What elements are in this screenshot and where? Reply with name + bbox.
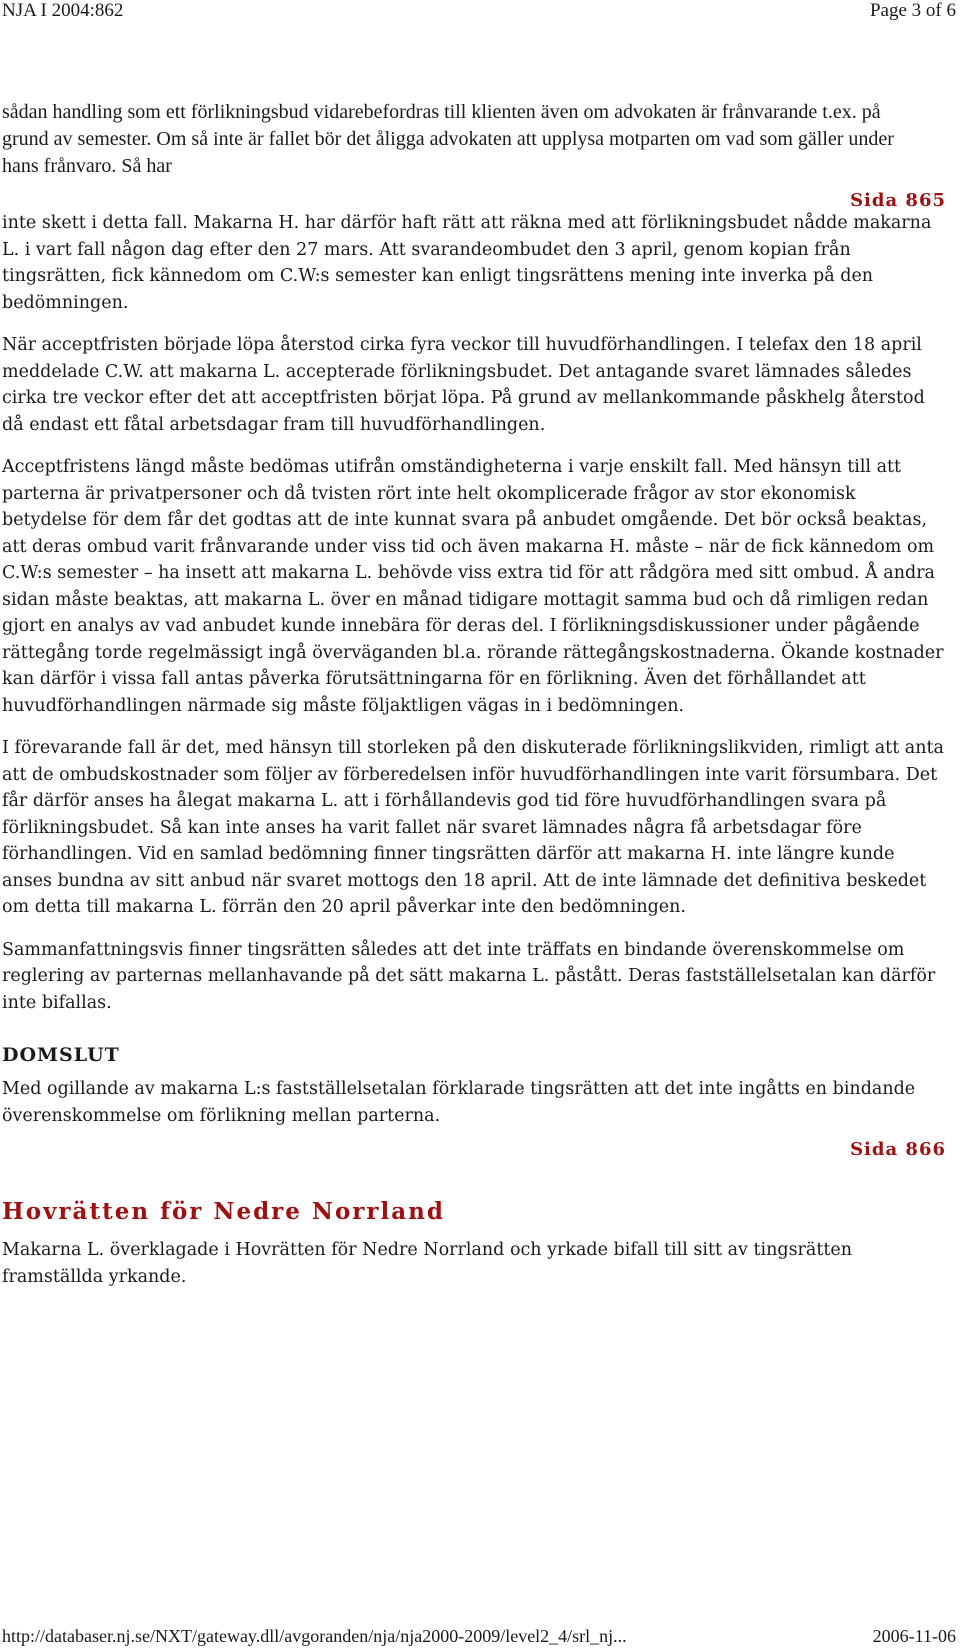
paragraph-5: Sammanfattningsvis finner tingsrätten således att det inte träffats en bindande överenskommelse om reglering av parternas mellanhavande på det sätt makarna L. påstått. Deras fastställelsetalan kan därför inte bifallas.: [2, 939, 936, 1013]
document-id: NJA I 2004:862: [2, 0, 124, 21]
paragraph-3: Acceptfristens längd måste bedömas utifrån omständigheterna i varje enskilt fall. Med hänsyn till att parterna är privatpersoner och då tvisten rört inte helt okomplicerade frågor av stor ekonomisk betydelse för dem får det godtas att de inte kunnat svara på anbudet omgående. Det bör också beaktas, att deras ombud varit frånvarande under viss tid och även makarna H. måste – när de fick kännedom om C.W:s semester – ha insett att makarna L. behövde viss extra tid för att rådgöra med sitt ombud. Å andra sidan måste beaktas, att makarna L. över en månad tidigare mottagit samma bud och då rimligen redan gjort en analys av vad anbudet kunde innebära för deras del. I förlikningsdiskussioner under pågående rättegång torde regelmässigt ingå överväganden bl.a. rörande rättegångskostnaderna. Ökande kostnader kan därför i vissa fall antas påverka förutsättningarna för en förlikning. Även det förhållandet att huvudförhandlingen närmade sig måste följaktligen vägas in i bedömningen.: [2, 457, 944, 716]
paragraph-intro: sådan handling som ett förlikningsbud vidarebefordras till klienten även om advokaten är frånvarande t.ex. på grund av semester. Om så inte är fallet bör det åligga advokaten att upplysa motparten om vad som gäller under hans frånvaro. Så har: [2, 101, 894, 177]
page-mark-866: Sida 866: [850, 1139, 946, 1160]
page-mark-865: Sida 865: [850, 190, 946, 211]
page-indicator: Page 3 of 6: [869, 0, 956, 21]
paragraph-1: inte skett i detta fall. Makarna H. har därför haft rätt att räkna med att förlikningsbudet nådde makarna L. i vart fall någon dag efter den 27 mars. Att svarandeombudet den 3 april, genom kopian från tingsrätten, fick kännedom om C.W:s semester kan enligt tingsrättens mening inte inverka på den bedömningen.: [2, 213, 932, 313]
paragraph-hovratt: Makarna L. överklagade i Hovrätten för Nedre Norrland och yrkade bifall till sitt av tingsrätten framställda yrkande.: [2, 1240, 853, 1287]
paragraph-domslut: Med ogillande av makarna L:s fastställelsetalan förklarade tingsrätten att det inte ingåtts en bindande överenskommelse om förlikning mellan parterna.: [2, 1079, 916, 1126]
paragraph-4: I förevarande fall är det, med hänsyn till storleken på den diskuterade förlikningslikviden, rimligt att anta att de ombudskostnader som följer av förberedelsen inför huvudförhandlingen inte varit försumbara. Det får därför anses ha ålegat makarna L. att i förhållandevis god tid före huvudförhandlingen svara på förlikningsbudet. Så kan inte anses ha varit fallet när svaret lämnades några få arbetsdagar före förhandlingen. Vid en samlad bedömning finner tingsrätten därför att makarna H. inte längre kunde anses bundna av sitt anbud när svaret mottogs den 18 april. Att de inte lämnade det definitiva beskedet om detta till makarna L. förrän den 20 april påverkar inte den bedömningen.: [2, 738, 944, 917]
page-header: [0, 0, 960, 24]
paragraph-2: När acceptfristen började löpa återstod cirka fyra veckor till huvudförhandlingen. I telefax den 18 april meddelade C.W. att makarna L. accepterade förlikningsbudet. Det antagande svaret lämnades således cirka tre veckor efter det att acceptfristen börjat löpa. På grund av mellankommande påskhelg återstod då endast ett fåtal arbetsdagar fram till huvudförhandlingen.: [2, 335, 925, 435]
print-date: 2006-11-06: [872, 1626, 956, 1646]
section-heading-domslut: DOMSLUT: [2, 1044, 120, 1066]
source-url: http://databaser.nj.se/NXT/gateway.dll/avgoranden/nja/nja2000-2009/level2_4/srl_nj...: [2, 1626, 627, 1646]
document-body: [2, 99, 946, 1290]
court-heading: Hovrätten för Nedre Norrland: [2, 1198, 445, 1225]
page-footer: [0, 1626, 960, 1652]
